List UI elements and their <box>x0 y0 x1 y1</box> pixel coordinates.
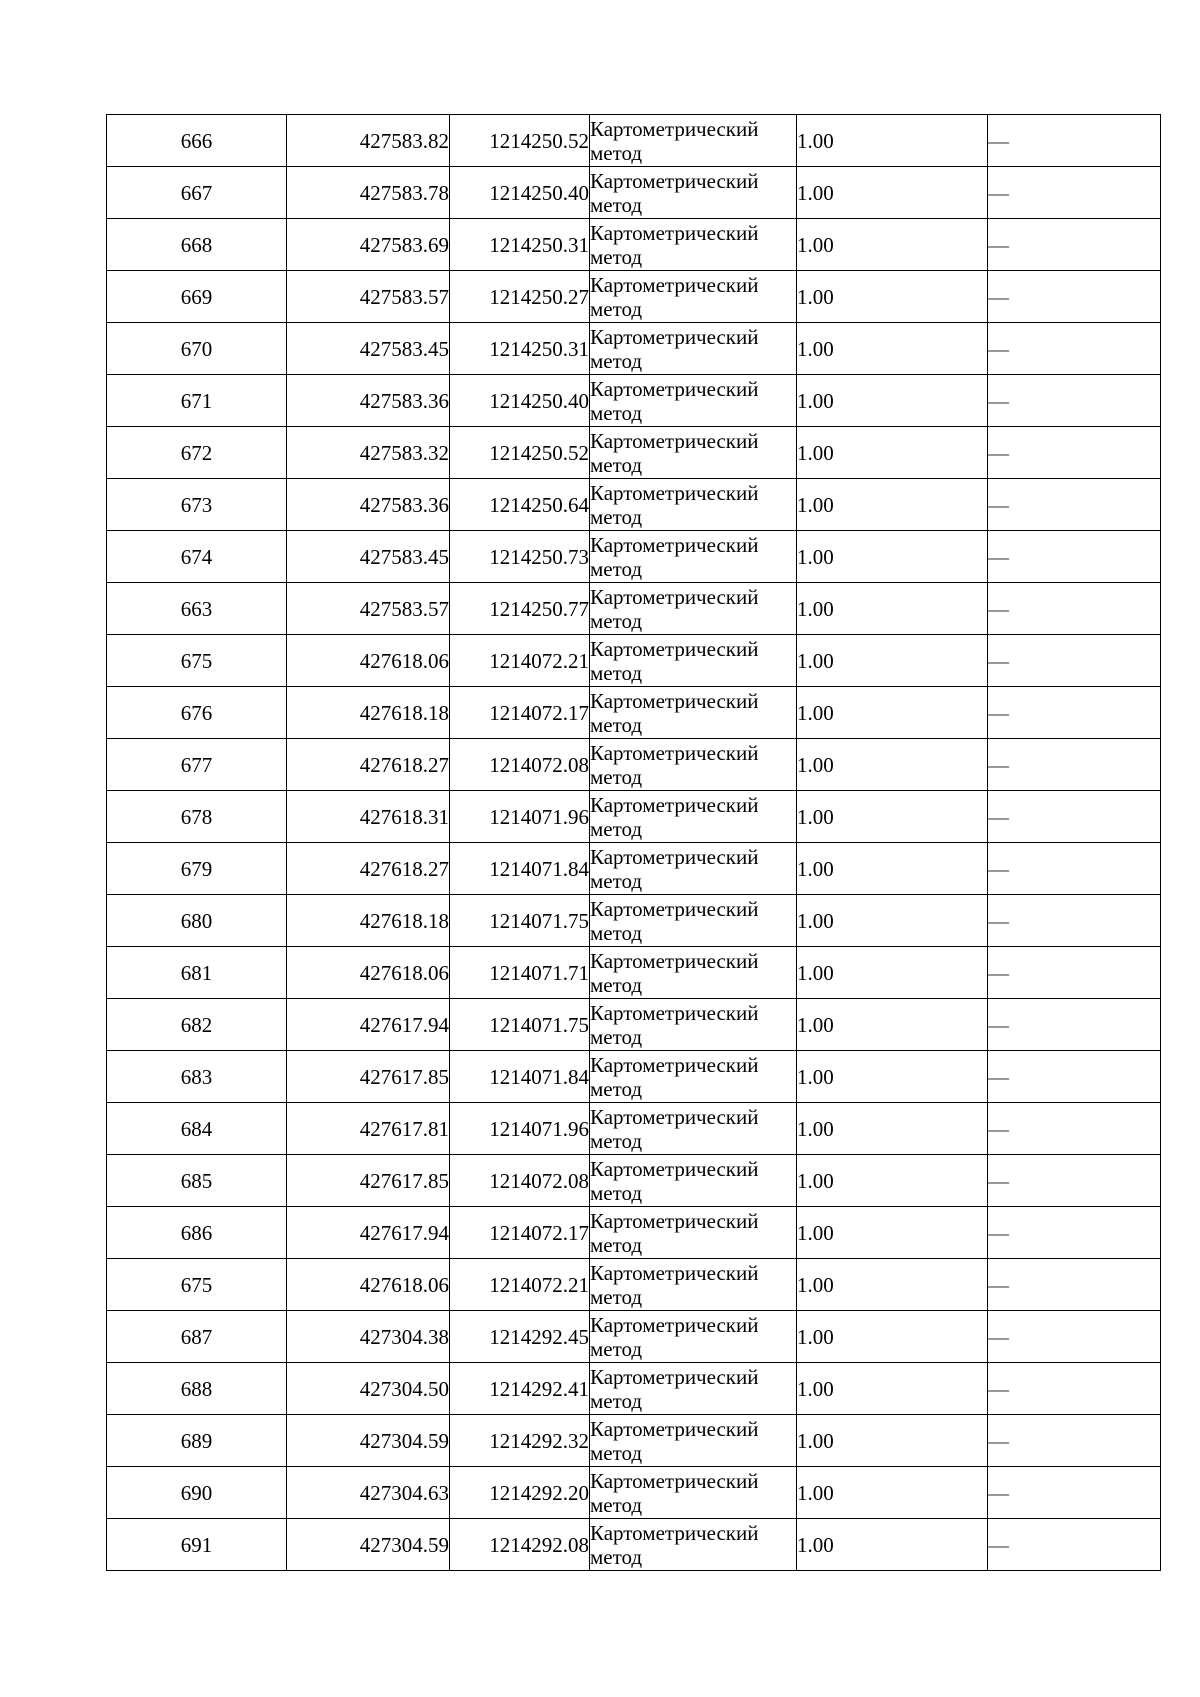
accuracy-cell: 1.00 <box>797 635 988 687</box>
method-line-2: метод <box>590 1544 643 1569</box>
method-line-2: метод <box>590 296 643 321</box>
accuracy-cell: 1.00 <box>797 1311 988 1363</box>
method-line-2: метод <box>590 868 643 893</box>
x-coordinate-cell: 427304.59 <box>287 1415 450 1467</box>
y-coordinate-cell: 1214292.41 <box>450 1363 590 1415</box>
x-coordinate-cell: 427618.06 <box>287 947 450 999</box>
table-row <box>107 1207 1161 1259</box>
y-coordinate-cell: 1214072.17 <box>450 687 590 739</box>
method-cell <box>590 479 797 531</box>
accuracy-cell: 1.00 <box>797 1415 988 1467</box>
point-number-cell: 689 <box>107 1415 287 1467</box>
accuracy-cell: 1.00 <box>797 479 988 531</box>
method-line-1: Картометрический <box>590 1520 759 1545</box>
accuracy-cell: 1.00 <box>797 843 988 895</box>
point-number-cell: 669 <box>107 271 287 323</box>
y-coordinate-cell: 1214072.08 <box>450 739 590 791</box>
point-number-cell: 683 <box>107 1051 287 1103</box>
description-cell: — <box>988 1415 1161 1467</box>
method-line-1: Картометрический <box>590 324 759 349</box>
x-coordinate-cell: 427583.32 <box>287 427 450 479</box>
x-coordinate-cell: 427583.57 <box>287 271 450 323</box>
x-coordinate-cell: 427618.31 <box>287 791 450 843</box>
point-number-cell: 672 <box>107 427 287 479</box>
method-line-1: Картометрический <box>590 1312 759 1337</box>
method-cell <box>590 1259 797 1311</box>
accuracy-cell: 1.00 <box>797 1103 988 1155</box>
point-number-cell: 691 <box>107 1519 287 1571</box>
method-line-1: Картометрический <box>590 272 759 297</box>
method-line-1: Картометрический <box>590 896 759 921</box>
point-number-cell: 682 <box>107 999 287 1051</box>
accuracy-cell: 1.00 <box>797 115 988 167</box>
method-line-1: Картометрический <box>590 1416 759 1441</box>
method-line-1: Картометрический <box>590 1000 759 1025</box>
description-cell: — <box>988 583 1161 635</box>
description-cell: — <box>988 635 1161 687</box>
point-number-cell: 668 <box>107 219 287 271</box>
y-coordinate-cell: 1214250.64 <box>450 479 590 531</box>
method-cell <box>590 687 797 739</box>
coordinates-table <box>106 114 1161 1571</box>
method-line-1: Картометрический <box>590 428 759 453</box>
y-coordinate-cell: 1214071.71 <box>450 947 590 999</box>
method-line-1: Картометрический <box>590 844 759 869</box>
table-row <box>107 1415 1161 1467</box>
description-cell: — <box>988 1051 1161 1103</box>
method-line-2: метод <box>590 972 643 997</box>
point-number-cell: 663 <box>107 583 287 635</box>
description-cell: — <box>988 1311 1161 1363</box>
accuracy-cell: 1.00 <box>797 1259 988 1311</box>
method-line-1: Картометрический <box>590 220 759 245</box>
method-line-1: Картометрический <box>590 480 759 505</box>
x-coordinate-cell: 427304.59 <box>287 1519 450 1571</box>
method-line-2: метод <box>590 244 643 269</box>
table-row <box>107 895 1161 947</box>
method-cell <box>590 1051 797 1103</box>
x-coordinate-cell: 427617.85 <box>287 1155 450 1207</box>
point-number-cell: 680 <box>107 895 287 947</box>
table-row <box>107 1363 1161 1415</box>
accuracy-cell: 1.00 <box>797 739 988 791</box>
method-line-1: Картометрический <box>590 740 759 765</box>
y-coordinate-cell: 1214250.77 <box>450 583 590 635</box>
accuracy-cell: 1.00 <box>797 999 988 1051</box>
description-cell: — <box>988 219 1161 271</box>
method-line-1: Картометрический <box>590 1208 759 1233</box>
y-coordinate-cell: 1214292.08 <box>450 1519 590 1571</box>
y-coordinate-cell: 1214250.40 <box>450 167 590 219</box>
y-coordinate-cell: 1214071.84 <box>450 843 590 895</box>
method-cell <box>590 1155 797 1207</box>
y-coordinate-cell: 1214072.08 <box>450 1155 590 1207</box>
point-number-cell: 688 <box>107 1363 287 1415</box>
table-row <box>107 687 1161 739</box>
accuracy-cell: 1.00 <box>797 895 988 947</box>
table-row <box>107 791 1161 843</box>
table-row <box>107 1155 1161 1207</box>
method-cell <box>590 271 797 323</box>
table-row <box>107 115 1161 167</box>
accuracy-cell: 1.00 <box>797 1363 988 1415</box>
y-coordinate-cell: 1214250.52 <box>450 115 590 167</box>
point-number-cell: 675 <box>107 1259 287 1311</box>
x-coordinate-cell: 427618.18 <box>287 687 450 739</box>
method-line-2: метод <box>590 1128 643 1153</box>
method-line-2: метод <box>590 920 643 945</box>
point-number-cell: 678 <box>107 791 287 843</box>
y-coordinate-cell: 1214292.45 <box>450 1311 590 1363</box>
x-coordinate-cell: 427618.06 <box>287 1259 450 1311</box>
method-cell <box>590 947 797 999</box>
description-cell: — <box>988 1155 1161 1207</box>
description-cell: — <box>988 479 1161 531</box>
description-cell: — <box>988 791 1161 843</box>
method-line-1: Картометрический <box>590 1364 759 1389</box>
y-coordinate-cell: 1214072.21 <box>450 635 590 687</box>
y-coordinate-cell: 1214250.31 <box>450 219 590 271</box>
point-number-cell: 686 <box>107 1207 287 1259</box>
description-cell: — <box>988 1519 1161 1571</box>
method-cell <box>590 375 797 427</box>
description-cell: — <box>988 843 1161 895</box>
description-cell: — <box>988 271 1161 323</box>
method-line-1: Картометрический <box>590 636 759 661</box>
description-cell: — <box>988 1467 1161 1519</box>
table-row <box>107 427 1161 479</box>
table-row <box>107 479 1161 531</box>
x-coordinate-cell: 427583.82 <box>287 115 450 167</box>
method-cell <box>590 791 797 843</box>
description-cell: — <box>988 115 1161 167</box>
method-line-1: Картометрический <box>590 1052 759 1077</box>
description-cell: — <box>988 531 1161 583</box>
x-coordinate-cell: 427618.27 <box>287 843 450 895</box>
x-coordinate-cell: 427583.45 <box>287 323 450 375</box>
y-coordinate-cell: 1214250.27 <box>450 271 590 323</box>
accuracy-cell: 1.00 <box>797 375 988 427</box>
method-line-2: метод <box>590 504 643 529</box>
x-coordinate-cell: 427304.38 <box>287 1311 450 1363</box>
description-cell: — <box>988 323 1161 375</box>
point-number-cell: 676 <box>107 687 287 739</box>
method-cell <box>590 635 797 687</box>
point-number-cell: 685 <box>107 1155 287 1207</box>
x-coordinate-cell: 427617.81 <box>287 1103 450 1155</box>
accuracy-cell: 1.00 <box>797 271 988 323</box>
method-line-1: Картометрический <box>590 1156 759 1181</box>
method-cell <box>590 739 797 791</box>
table-row <box>107 323 1161 375</box>
method-line-1: Картометрический <box>590 1260 759 1285</box>
x-coordinate-cell: 427618.18 <box>287 895 450 947</box>
x-coordinate-cell: 427618.27 <box>287 739 450 791</box>
table-row <box>107 843 1161 895</box>
method-line-2: метод <box>590 1076 643 1101</box>
table-row <box>107 739 1161 791</box>
method-line-2: метод <box>590 556 643 581</box>
point-number-cell: 670 <box>107 323 287 375</box>
method-line-1: Картометрический <box>590 688 759 713</box>
point-number-cell: 690 <box>107 1467 287 1519</box>
accuracy-cell: 1.00 <box>797 687 988 739</box>
x-coordinate-cell: 427617.94 <box>287 999 450 1051</box>
point-number-cell: 687 <box>107 1311 287 1363</box>
table-row <box>107 999 1161 1051</box>
method-line-2: метод <box>590 1336 643 1361</box>
method-line-1: Картометрический <box>590 1468 759 1493</box>
method-cell <box>590 531 797 583</box>
x-coordinate-cell: 427583.57 <box>287 583 450 635</box>
method-cell <box>590 843 797 895</box>
method-line-2: метод <box>590 1388 643 1413</box>
x-coordinate-cell: 427304.63 <box>287 1467 450 1519</box>
accuracy-cell: 1.00 <box>797 1155 988 1207</box>
description-cell: — <box>988 1207 1161 1259</box>
method-line-2: метод <box>590 764 643 789</box>
method-line-2: метод <box>590 1232 643 1257</box>
point-number-cell: 674 <box>107 531 287 583</box>
x-coordinate-cell: 427583.78 <box>287 167 450 219</box>
y-coordinate-cell: 1214071.96 <box>450 1103 590 1155</box>
table-row <box>107 271 1161 323</box>
y-coordinate-cell: 1214250.40 <box>450 375 590 427</box>
method-cell <box>590 1207 797 1259</box>
description-cell: — <box>988 167 1161 219</box>
y-coordinate-cell: 1214250.52 <box>450 427 590 479</box>
x-coordinate-cell: 427617.85 <box>287 1051 450 1103</box>
table-row <box>107 1103 1161 1155</box>
method-line-2: метод <box>590 608 643 633</box>
y-coordinate-cell: 1214071.96 <box>450 791 590 843</box>
method-cell <box>590 219 797 271</box>
point-number-cell: 666 <box>107 115 287 167</box>
table-row <box>107 1311 1161 1363</box>
description-cell: — <box>988 895 1161 947</box>
method-cell <box>590 323 797 375</box>
method-cell <box>590 1363 797 1415</box>
method-cell <box>590 1519 797 1571</box>
coordinates-table-body <box>107 115 1161 1571</box>
table-row <box>107 1051 1161 1103</box>
point-number-cell: 675 <box>107 635 287 687</box>
method-cell <box>590 583 797 635</box>
method-cell <box>590 1311 797 1363</box>
description-cell: — <box>988 1103 1161 1155</box>
point-number-cell: 681 <box>107 947 287 999</box>
method-line-1: Картометрический <box>590 532 759 557</box>
description-cell: — <box>988 687 1161 739</box>
description-cell: — <box>988 1259 1161 1311</box>
y-coordinate-cell: 1214292.20 <box>450 1467 590 1519</box>
accuracy-cell: 1.00 <box>797 947 988 999</box>
table-row <box>107 1259 1161 1311</box>
x-coordinate-cell: 427617.94 <box>287 1207 450 1259</box>
method-line-2: метод <box>590 192 643 217</box>
table-row <box>107 1467 1161 1519</box>
table-row <box>107 219 1161 271</box>
method-cell <box>590 1103 797 1155</box>
method-line-2: метод <box>590 660 643 685</box>
accuracy-cell: 1.00 <box>797 531 988 583</box>
description-cell: — <box>988 375 1161 427</box>
method-line-2: метод <box>590 1024 643 1049</box>
method-cell <box>590 427 797 479</box>
method-cell <box>590 167 797 219</box>
table-row <box>107 583 1161 635</box>
accuracy-cell: 1.00 <box>797 427 988 479</box>
method-line-2: метод <box>590 1492 643 1517</box>
method-cell <box>590 895 797 947</box>
accuracy-cell: 1.00 <box>797 583 988 635</box>
x-coordinate-cell: 427583.45 <box>287 531 450 583</box>
table-row <box>107 635 1161 687</box>
method-line-1: Картометрический <box>590 376 759 401</box>
method-line-2: метод <box>590 712 643 737</box>
method-cell <box>590 115 797 167</box>
accuracy-cell: 1.00 <box>797 1519 988 1571</box>
table-row <box>107 947 1161 999</box>
accuracy-cell: 1.00 <box>797 1467 988 1519</box>
accuracy-cell: 1.00 <box>797 219 988 271</box>
y-coordinate-cell: 1214072.17 <box>450 1207 590 1259</box>
x-coordinate-cell: 427618.06 <box>287 635 450 687</box>
x-coordinate-cell: 427583.36 <box>287 479 450 531</box>
method-line-2: метод <box>590 1440 643 1465</box>
table-row <box>107 1519 1161 1571</box>
accuracy-cell: 1.00 <box>797 1207 988 1259</box>
accuracy-cell: 1.00 <box>797 167 988 219</box>
y-coordinate-cell: 1214250.31 <box>450 323 590 375</box>
method-cell <box>590 999 797 1051</box>
y-coordinate-cell: 1214250.73 <box>450 531 590 583</box>
description-cell: — <box>988 427 1161 479</box>
y-coordinate-cell: 1214292.32 <box>450 1415 590 1467</box>
description-cell: — <box>988 999 1161 1051</box>
table-row <box>107 531 1161 583</box>
x-coordinate-cell: 427304.50 <box>287 1363 450 1415</box>
method-line-1: Картометрический <box>590 1104 759 1129</box>
description-cell: — <box>988 1363 1161 1415</box>
method-line-1: Картометрический <box>590 584 759 609</box>
y-coordinate-cell: 1214071.75 <box>450 895 590 947</box>
x-coordinate-cell: 427583.69 <box>287 219 450 271</box>
method-line-2: метод <box>590 140 643 165</box>
accuracy-cell: 1.00 <box>797 323 988 375</box>
point-number-cell: 679 <box>107 843 287 895</box>
table-row <box>107 167 1161 219</box>
method-line-1: Картометрический <box>590 948 759 973</box>
method-line-1: Картометрический <box>590 168 759 193</box>
method-line-2: метод <box>590 452 643 477</box>
description-cell: — <box>988 947 1161 999</box>
point-number-cell: 667 <box>107 167 287 219</box>
method-cell <box>590 1467 797 1519</box>
accuracy-cell: 1.00 <box>797 1051 988 1103</box>
y-coordinate-cell: 1214072.21 <box>450 1259 590 1311</box>
point-number-cell: 684 <box>107 1103 287 1155</box>
x-coordinate-cell: 427583.36 <box>287 375 450 427</box>
point-number-cell: 673 <box>107 479 287 531</box>
method-line-2: метод <box>590 400 643 425</box>
point-number-cell: 677 <box>107 739 287 791</box>
method-line-2: метод <box>590 816 643 841</box>
table-row <box>107 375 1161 427</box>
method-cell <box>590 1415 797 1467</box>
method-line-1: Картометрический <box>590 792 759 817</box>
description-cell: — <box>988 739 1161 791</box>
method-line-2: метод <box>590 348 643 373</box>
method-line-2: метод <box>590 1180 643 1205</box>
method-line-2: метод <box>590 1284 643 1309</box>
method-line-1: Картометрический <box>590 116 759 141</box>
y-coordinate-cell: 1214071.75 <box>450 999 590 1051</box>
point-number-cell: 671 <box>107 375 287 427</box>
accuracy-cell: 1.00 <box>797 791 988 843</box>
y-coordinate-cell: 1214071.84 <box>450 1051 590 1103</box>
